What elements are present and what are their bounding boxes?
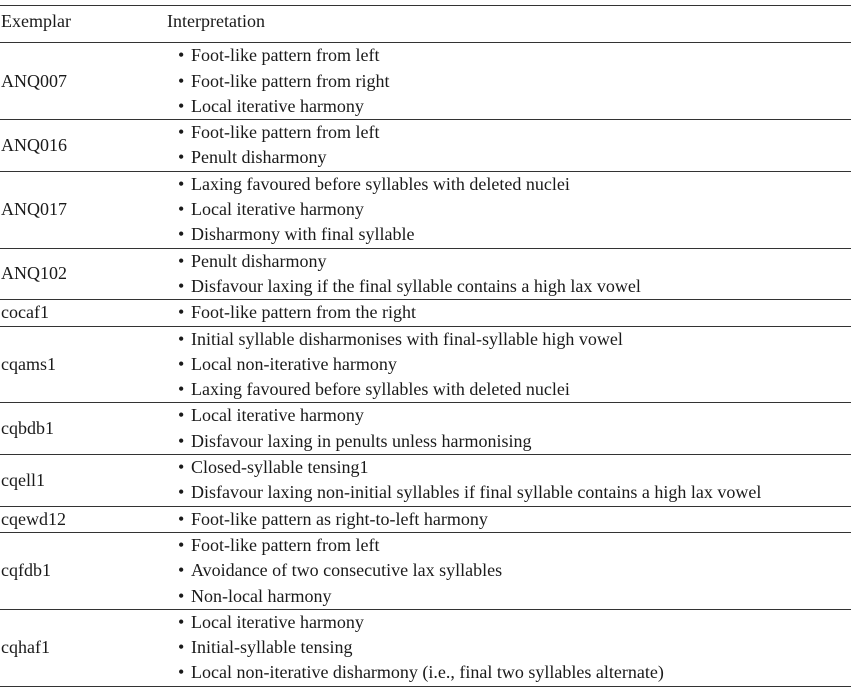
bullet-icon: •: [178, 662, 185, 683]
list-item: [167, 145, 851, 170]
bullet-icon: •: [178, 457, 185, 478]
bullet-icon: •: [178, 302, 185, 323]
exemplar-cell: ANQ102: [1, 263, 67, 284]
exemplar-cell: cqell1: [1, 469, 45, 490]
bullet-icon: •: [178, 611, 185, 632]
exemplar-cell: cqams1: [1, 353, 56, 374]
table-body: [0, 43, 851, 686]
list-item: [167, 352, 851, 377]
interpretation-text: Local non-iterative disharmony (i.e., final two syllables alternate): [191, 662, 664, 683]
interpretation-text: Non-local harmony: [191, 585, 332, 606]
bullet-icon: •: [178, 45, 185, 66]
interpretation-cell: [167, 609, 851, 686]
exemplar-cell: ANQ017: [1, 199, 67, 220]
list-item: [167, 584, 851, 609]
interpretation-text: Local iterative harmony: [191, 405, 364, 426]
interpretation-cell: [167, 455, 851, 507]
interpretation-list: [167, 43, 851, 119]
interpretation-text: Foot-like pattern from left: [191, 45, 380, 66]
list-item: [167, 507, 851, 532]
exemplar-cell: cqhaf1: [1, 637, 50, 658]
interpretation-list: [167, 403, 851, 454]
list-item: [167, 120, 851, 145]
interpretation-text: Disharmony with final syllable: [191, 224, 415, 245]
bullet-icon: •: [178, 95, 185, 116]
table-row: [0, 326, 851, 403]
bullet-icon: •: [178, 508, 185, 529]
interpretation-text: Penult disharmony: [191, 147, 327, 168]
interpretation-cell: [167, 532, 851, 609]
table-row: [0, 43, 851, 120]
interpretation-text: Foot-like pattern from the right: [191, 302, 416, 323]
interpretation-cell: [167, 248, 851, 300]
interpretation-text: Local iterative harmony: [191, 95, 364, 116]
interpretation-cell: [167, 326, 851, 403]
exemplar-cell: cqewd12: [1, 508, 66, 529]
list-item: [167, 69, 851, 94]
interpretation-text: Laxing favoured before syllables with deleted nuclei: [191, 173, 570, 194]
table-row: [0, 609, 851, 686]
header-exemplar: Exemplar: [0, 6, 167, 43]
table-row: [0, 300, 851, 326]
bullet-icon: •: [178, 482, 185, 503]
interpretation-text: Penult disharmony: [191, 250, 327, 271]
interpretation-text: Disfavour laxing non-initial syllables if final syllable contains a high lax vowel: [191, 482, 762, 503]
bullet-icon: •: [178, 585, 185, 606]
exemplar-cell: cqbdb1: [1, 418, 54, 439]
bullet-icon: •: [178, 353, 185, 374]
table-row: [0, 455, 851, 507]
interpretation-cell: [167, 43, 851, 120]
interpretation-text: Avoidance of two consecutive lax syllables: [191, 560, 503, 581]
table-row: [0, 403, 851, 455]
list-item: [167, 300, 851, 325]
list-item: [167, 172, 851, 197]
interpretation-list: [167, 455, 851, 506]
interpretation-cell: [167, 300, 851, 326]
bullet-icon: •: [178, 534, 185, 555]
bullet-icon: •: [178, 70, 185, 91]
interpretation-text: Disfavour laxing if the final syllable contains a high lax vowel: [191, 275, 641, 296]
interpretation-list: [167, 300, 851, 325]
exemplar-cell: cocaf1: [1, 302, 49, 323]
list-item: [167, 635, 851, 660]
list-item: [167, 197, 851, 222]
list-item: [167, 429, 851, 454]
interpretation-cell: [167, 171, 851, 248]
bullet-icon: •: [178, 122, 185, 143]
table-header-row: [0, 6, 851, 43]
exemplar-interpretation-table: [0, 5, 851, 687]
list-item: [167, 377, 851, 402]
interpretation-list: [167, 507, 851, 532]
exemplar-cell: cqfdb1: [1, 560, 51, 581]
interpretation-list: [167, 533, 851, 609]
interpretation-text: Initial syllable disharmonises with final-syllable high vowel: [191, 328, 623, 349]
list-item: [167, 403, 851, 428]
interpretation-text: Laxing favoured before syllables with deleted nuclei: [191, 379, 570, 400]
bullet-icon: •: [178, 379, 185, 400]
interpretation-cell: [167, 120, 851, 172]
interpretation-text: Closed-syllable tensing1: [191, 457, 369, 478]
table-row: [0, 248, 851, 300]
bullet-icon: •: [178, 250, 185, 271]
interpretation-cell: [167, 506, 851, 532]
interpretation-list: [167, 610, 851, 686]
list-item: [167, 480, 851, 505]
table-row: [0, 506, 851, 532]
exemplar-cell: ANQ007: [1, 70, 67, 91]
list-item: [167, 222, 851, 247]
interpretation-list: [167, 120, 851, 171]
list-item: [167, 558, 851, 583]
interpretation-list: [167, 172, 851, 248]
list-item: [167, 533, 851, 558]
interpretation-text: Foot-like pattern from right: [191, 70, 390, 91]
bullet-icon: •: [178, 275, 185, 296]
interpretation-text: Foot-like pattern from left: [191, 122, 380, 143]
bullet-icon: •: [178, 637, 185, 658]
bullet-icon: •: [178, 173, 185, 194]
interpretation-text: Local non-iterative harmony: [191, 353, 397, 374]
exemplar-cell: ANQ016: [1, 134, 67, 155]
bullet-icon: •: [178, 199, 185, 220]
bullet-icon: •: [178, 560, 185, 581]
list-item: [167, 274, 851, 299]
list-item: [167, 94, 851, 119]
bullet-icon: •: [178, 147, 185, 168]
list-item: [167, 327, 851, 352]
interpretation-text: Local iterative harmony: [191, 199, 364, 220]
interpretation-text: Foot-like pattern as right-to-left harmony: [191, 508, 488, 529]
table-row: [0, 532, 851, 609]
bullet-icon: •: [178, 430, 185, 451]
list-item: [167, 43, 851, 68]
bullet-icon: •: [178, 405, 185, 426]
interpretation-list: [167, 249, 851, 300]
list-item: [167, 610, 851, 635]
list-item: [167, 660, 851, 685]
header-interpretation: Interpretation: [167, 6, 851, 43]
interpretation-text: Initial-syllable tensing: [191, 637, 353, 658]
interpretation-text: Local iterative harmony: [191, 611, 364, 632]
bullet-icon: •: [178, 328, 185, 349]
bullet-icon: •: [178, 224, 185, 245]
interpretation-text: Disfavour laxing in penults unless harmonising: [191, 430, 532, 451]
interpretation-text: Foot-like pattern from left: [191, 534, 380, 555]
table-row: [0, 171, 851, 248]
interpretation-cell: [167, 403, 851, 455]
list-item: [167, 455, 851, 480]
interpretation-list: [167, 327, 851, 403]
table-row: [0, 120, 851, 172]
list-item: [167, 249, 851, 274]
